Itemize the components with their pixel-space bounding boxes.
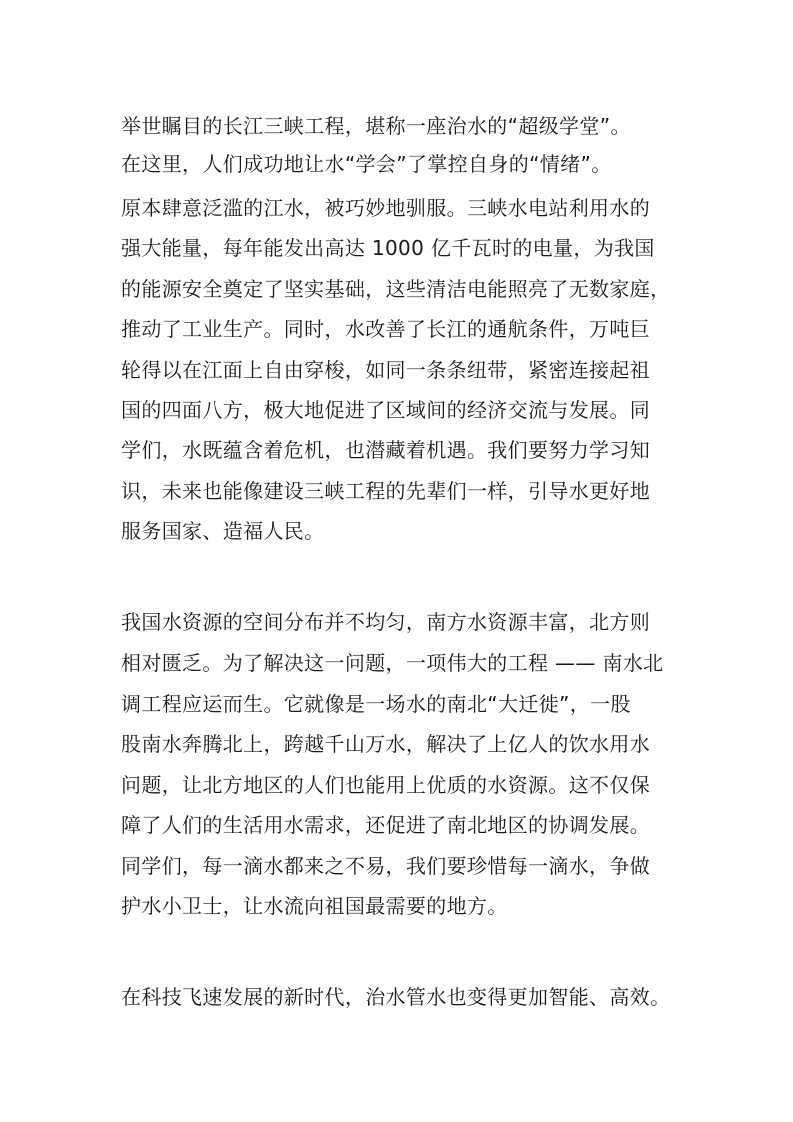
- text-line: 原本肆意泛滥的江水，被巧妙地驯服。三峡水电站利用水的: [121, 196, 651, 220]
- text-line: 强大能量，每年能发出高达 1000 亿千瓦时的电量，为我国: [121, 236, 655, 260]
- text-line: 在科技飞速发展的新时代，治水管水也变得更加智能、高效。: [121, 985, 671, 1009]
- text-line: 同学们，每一滴水都来之不易，我们要珍惜每一滴水，争做: [121, 854, 651, 878]
- text-line: 调工程应运而生。它就像是一场水的南北“大迁徙”，一股: [121, 692, 631, 716]
- text-line: 服务国家、造福人民。: [121, 519, 325, 543]
- text-line: 相对匮乏。为了解决这一问题，一项伟大的工程 —— 南水北: [121, 651, 664, 675]
- text-line: 识，未来也能像建设三峡工程的先辈们一样，引导水更好地: [121, 479, 651, 503]
- text-line: 障了人们的生活用水需求，还促进了南北地区的协调发展。: [121, 813, 651, 837]
- text-line: 股南水奔腾北上，跨越千山万水，解决了上亿人的饮水用水: [121, 732, 651, 756]
- text-line: 举世瞩目的长江三峡工程，堪称一座治水的“超级学堂”。: [121, 114, 631, 138]
- text-line: 轮得以在江面上自由穿梭，如同一条条纽带，紧密连接起祖: [121, 358, 651, 382]
- text-line: 我国水资源的空间分布并不均匀，南方水资源丰富，北方则: [121, 610, 651, 634]
- text-line: 国的四面八方，极大地促进了区域间的经济交流与发展。同: [121, 398, 651, 422]
- text-line: 学们，水既蕴含着危机，也潜藏着机遇。我们要努力学习知: [121, 438, 651, 462]
- text-line: 问题，让北方地区的人们也能用上优质的水资源。这不仅保: [121, 773, 651, 797]
- text-line: 的能源安全奠定了坚实基础，这些清洁电能照亮了无数家庭，: [121, 277, 671, 301]
- text-line: 护水小卫士，让水流向祖国最需要的地方。: [121, 894, 508, 918]
- text-line: 在这里，人们成功地让水“学会”了掌控自身的“情绪”。: [121, 152, 612, 176]
- text-line: 推动了工业生产。同时，水改善了长江的通航条件，万吨巨: [121, 317, 651, 341]
